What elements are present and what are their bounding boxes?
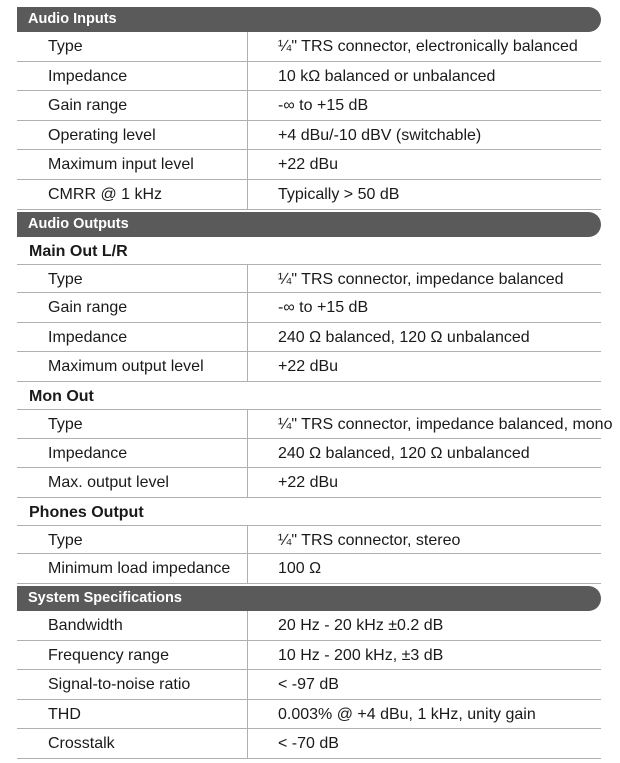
spec-label: THD — [17, 700, 248, 729]
spec-group — [17, 611, 601, 759]
spec-label: Max. output level — [17, 468, 248, 497]
spec-value: +22 dBu — [278, 474, 339, 492]
spec-group — [17, 382, 613, 498]
spec-row — [17, 468, 601, 498]
spec-label: Gain range — [17, 293, 248, 322]
spec-value: 10 kΩ balanced or unbalanced — [278, 67, 496, 85]
spec-value: 240 Ω balanced, 120 Ω unbalanced — [278, 444, 530, 462]
section-audio-outputs — [17, 212, 613, 584]
spec-row — [17, 293, 601, 323]
spec-value: 240 Ω balanced, 120 Ω unbalanced — [278, 328, 530, 346]
spec-row — [17, 700, 601, 730]
spec-row — [17, 264, 601, 294]
spec-label: Signal-to-noise ratio — [17, 670, 248, 699]
spec-value: +4 dBu/-10 dBV (switchable) — [278, 126, 482, 144]
spec-label: Minimum load impedance — [17, 554, 248, 583]
spec-value: +22 dBu — [278, 156, 339, 174]
spec-value: ¼" TRS connector, stereo — [278, 531, 461, 549]
spec-table — [17, 5, 613, 759]
spec-group — [17, 237, 601, 382]
spec-group — [17, 32, 601, 210]
spec-label: Impedance — [17, 439, 248, 468]
spec-value: -∞ to +15 dB — [278, 299, 369, 317]
spec-value: < -97 dB — [278, 676, 339, 694]
spec-row — [17, 180, 601, 210]
spec-row — [17, 150, 601, 180]
spec-row — [17, 729, 601, 759]
spec-row — [17, 323, 601, 353]
group-subheader: Main Out L/R — [29, 242, 128, 260]
spec-group — [17, 498, 601, 584]
spec-value: 100 Ω — [278, 560, 322, 578]
spec-value: 20 Hz - 20 kHz ±0.2 dB — [278, 616, 444, 634]
spec-row — [17, 554, 601, 584]
spec-label: Crosstalk — [17, 729, 248, 758]
spec-row — [17, 641, 601, 671]
section-header: System Specifications — [17, 586, 601, 611]
spec-value: ¼" TRS connector, electronically balanced — [278, 38, 578, 55]
spec-label: Type — [17, 410, 248, 438]
spec-label: Gain range — [17, 91, 248, 120]
spec-value: 0.003% @ +4 dBu, 1 kHz, unity gain — [278, 705, 536, 723]
section-audio-inputs — [17, 7, 601, 210]
spec-row — [17, 439, 601, 469]
spec-label: CMRR @ 1 kHz — [17, 180, 248, 209]
spec-value: +22 dBu — [278, 358, 339, 376]
spec-label: Impedance — [17, 323, 248, 352]
spec-row — [17, 32, 601, 62]
spec-value: < -70 dB — [278, 735, 339, 753]
section-header: Audio Inputs — [17, 7, 601, 32]
spec-label: Type — [17, 265, 248, 293]
spec-value: 10 Hz - 200 kHz, ±3 dB — [278, 646, 444, 664]
spec-row — [17, 670, 601, 700]
spec-value: ¼" TRS connector, impedance balanced — [278, 270, 564, 288]
spec-value: Typically > 50 dB — [278, 185, 400, 203]
spec-row — [17, 525, 601, 555]
section-system-specifications — [17, 586, 601, 759]
spec-label: Maximum output level — [17, 352, 248, 381]
spec-row — [17, 62, 601, 92]
spec-value: -∞ to +15 dB — [278, 97, 369, 115]
spec-label: Operating level — [17, 121, 248, 150]
spec-row — [17, 91, 601, 121]
section-header: Audio Outputs — [17, 212, 601, 237]
spec-label: Type — [17, 32, 248, 61]
spec-row — [17, 611, 601, 641]
spec-label: Type — [17, 526, 248, 554]
spec-label: Bandwidth — [17, 611, 248, 640]
group-subheader: Phones Output — [29, 503, 144, 521]
spec-value: ¼" TRS connector, impedance balanced, mono — [278, 415, 613, 433]
spec-row — [17, 409, 613, 439]
spec-label: Frequency range — [17, 641, 248, 670]
group-subheader: Mon Out — [29, 387, 94, 405]
spec-label: Maximum input level — [17, 150, 248, 179]
spec-row — [17, 352, 601, 382]
spec-row — [17, 121, 601, 151]
spec-label: Impedance — [17, 62, 248, 91]
